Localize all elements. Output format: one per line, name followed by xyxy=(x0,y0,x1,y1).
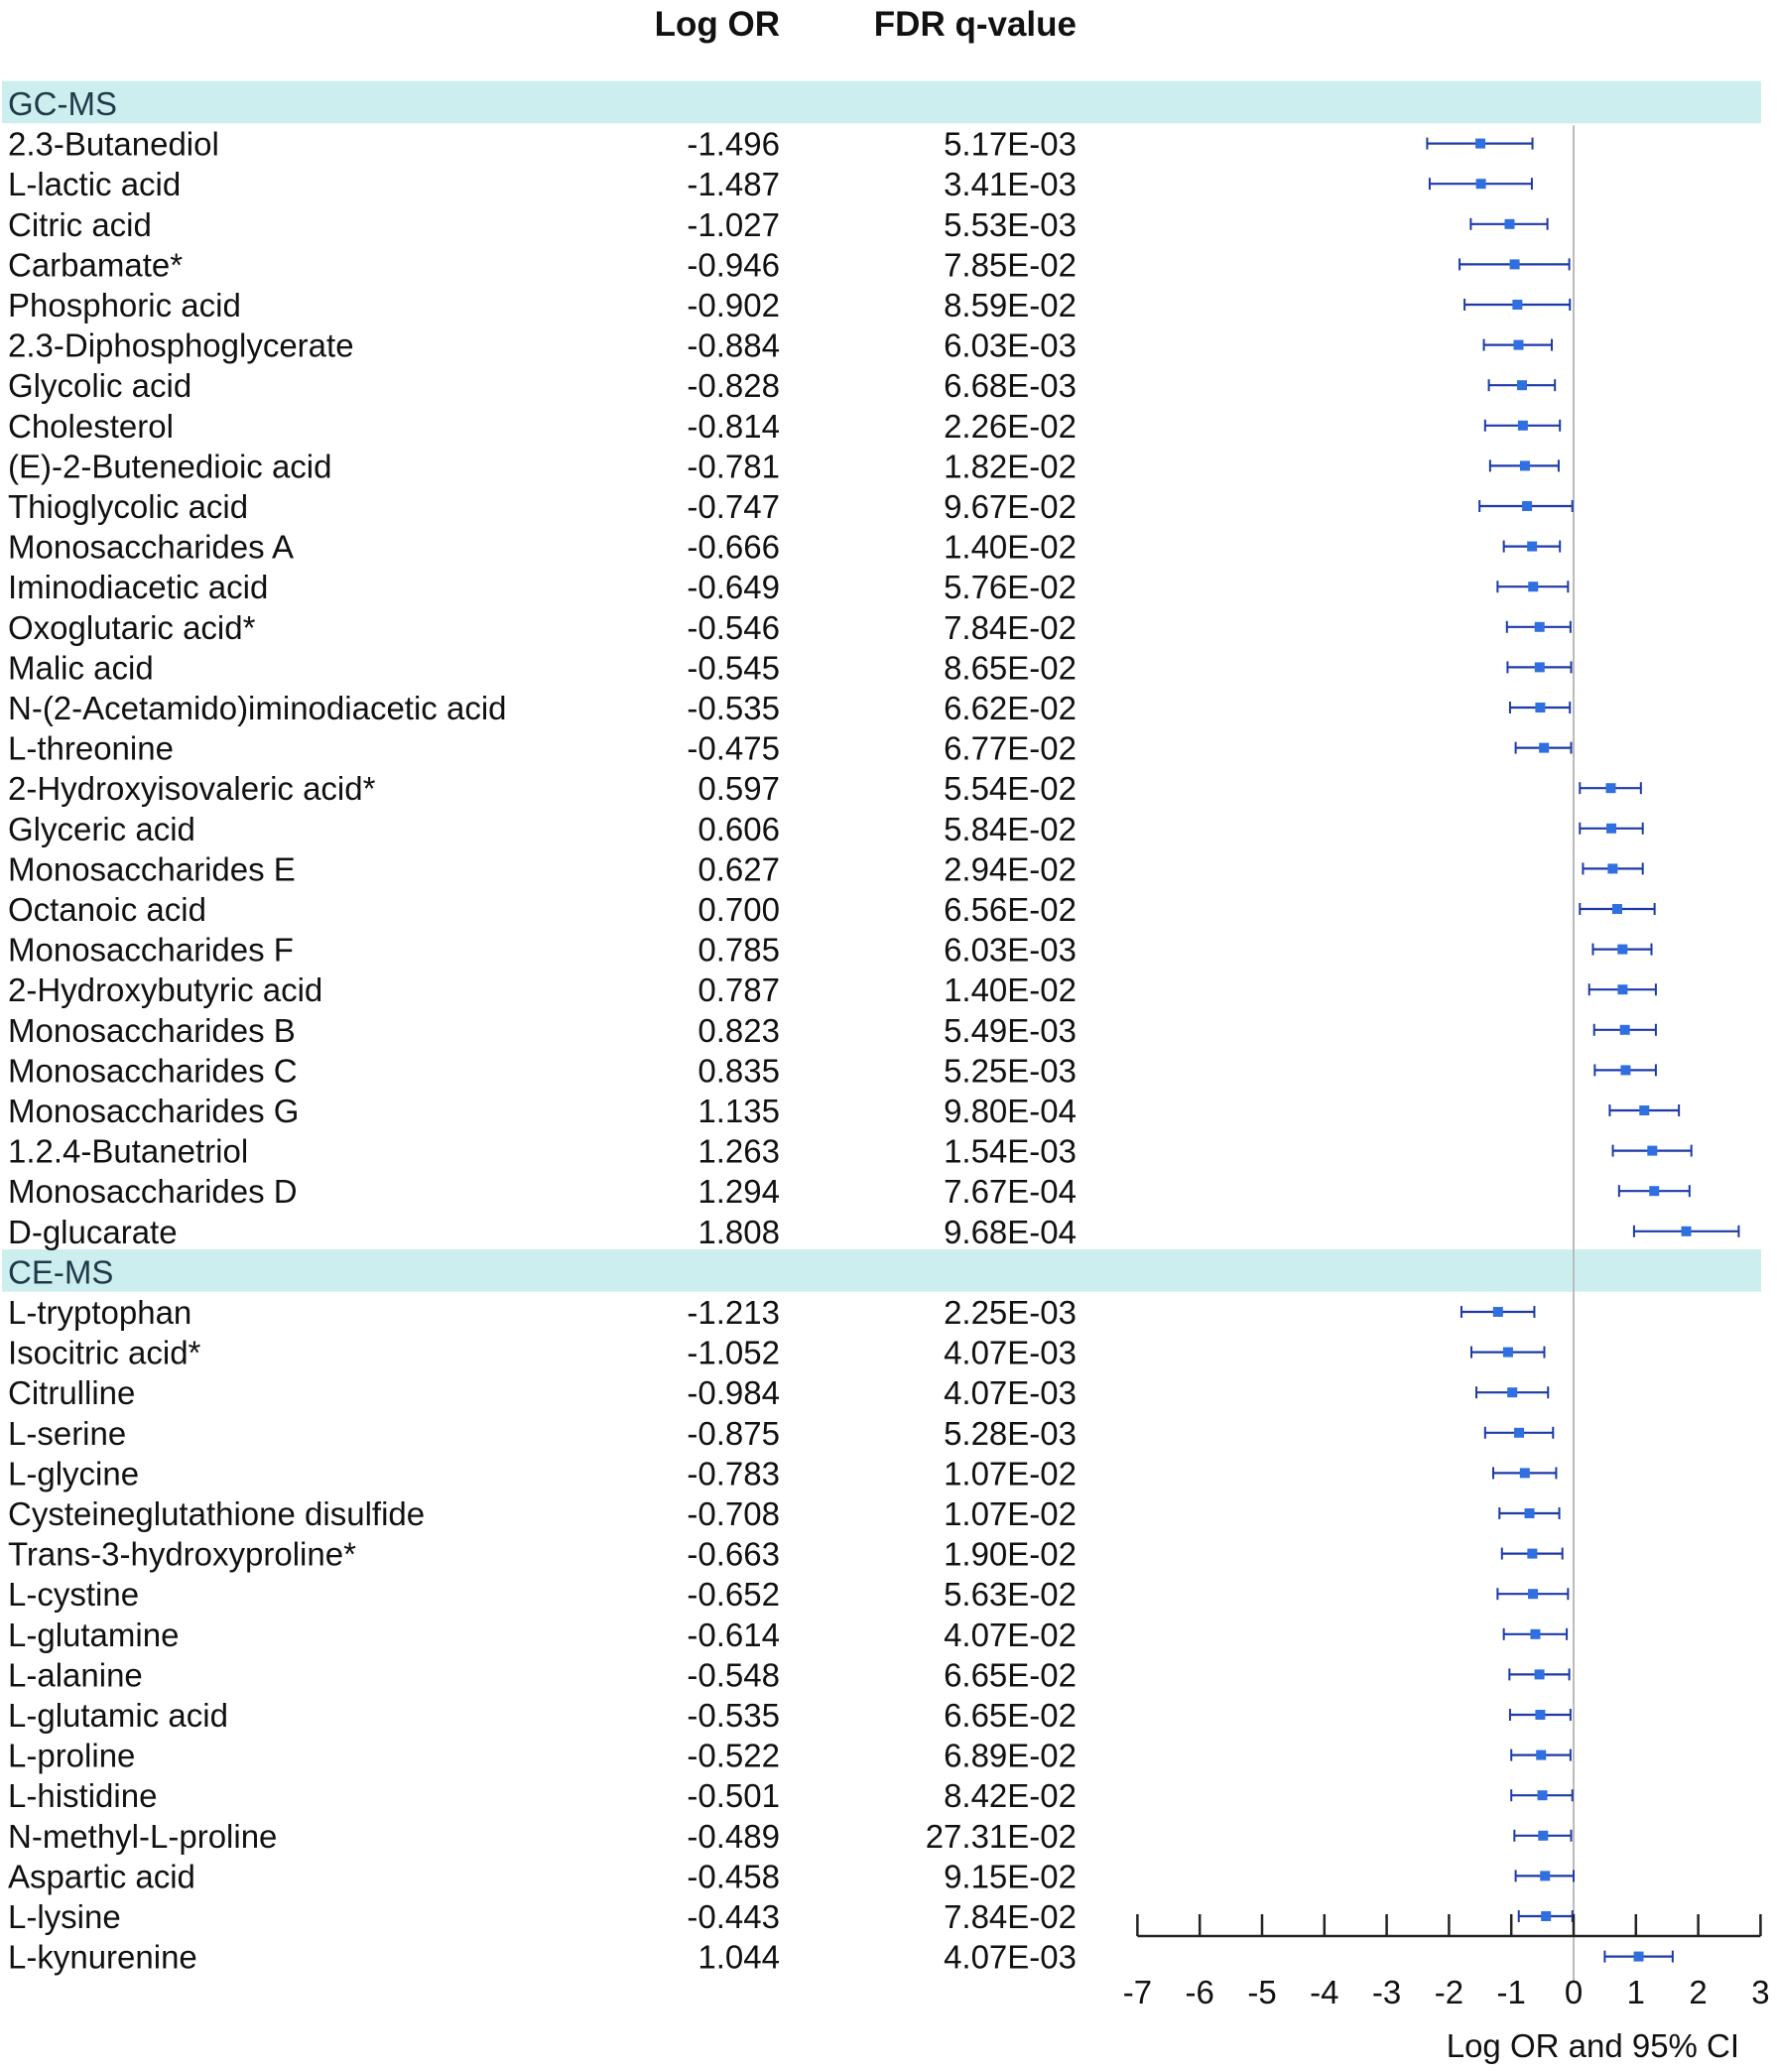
point-estimate xyxy=(1535,1710,1545,1720)
point-estimate xyxy=(1540,1871,1550,1880)
row-fdr-q-value: 4.07E-02 xyxy=(944,1616,1077,1653)
point-estimate xyxy=(1512,300,1522,310)
row-label: L-alanine xyxy=(8,1656,143,1694)
row-label: L-histidine xyxy=(8,1777,158,1815)
row-fdr-q-value: 6.77E-02 xyxy=(944,729,1077,767)
row-fdr-q-value: 7.84E-02 xyxy=(944,1898,1077,1935)
point-estimate xyxy=(1541,1911,1551,1921)
point-estimate xyxy=(1682,1227,1692,1236)
row-log-or: -0.875 xyxy=(687,1414,780,1452)
row-label: L-serine xyxy=(8,1414,127,1452)
point-estimate xyxy=(1505,219,1515,229)
point-estimate xyxy=(1475,139,1485,149)
point-estimate xyxy=(1620,1025,1630,1035)
point-estimate xyxy=(1528,582,1538,591)
row-label: N-methyl-L-proline xyxy=(8,1817,278,1855)
row-label: Cholesterol xyxy=(8,407,174,445)
row-fdr-q-value: 4.07E-03 xyxy=(944,1334,1077,1371)
row-log-or: 0.627 xyxy=(698,850,780,888)
x-tick-label: -4 xyxy=(1310,1974,1339,2010)
row-fdr-q-value: 1.07E-02 xyxy=(944,1495,1077,1532)
point-estimate xyxy=(1493,1307,1503,1317)
row-fdr-q-value: 9.80E-04 xyxy=(944,1093,1077,1129)
row-label: L-kynurenine xyxy=(8,1938,197,1976)
row-label: Malic acid xyxy=(8,649,154,687)
header-fdr-q-value: FDR q-value xyxy=(873,5,1077,44)
row-label: L-proline xyxy=(8,1737,136,1774)
row-log-or: -0.814 xyxy=(687,407,780,445)
row-fdr-q-value: 8.42E-02 xyxy=(944,1777,1077,1815)
row-fdr-q-value: 2.26E-02 xyxy=(944,407,1077,445)
row-log-or: -0.946 xyxy=(687,246,780,284)
row-fdr-q-value: 6.03E-03 xyxy=(944,931,1077,969)
row-fdr-q-value: 5.63E-02 xyxy=(944,1576,1077,1614)
row-fdr-q-value: 27.31E-02 xyxy=(925,1817,1077,1855)
row-log-or: -0.501 xyxy=(687,1777,780,1815)
row-label: 2.3-Diphosphoglycerate xyxy=(8,326,354,364)
row-log-or: -0.548 xyxy=(687,1656,780,1694)
row-log-or: -1.052 xyxy=(687,1334,780,1371)
row-fdr-q-value: 1.90E-02 xyxy=(944,1535,1077,1573)
row-fdr-q-value: 1.54E-03 xyxy=(944,1132,1077,1170)
row-label: Thioglycolic acid xyxy=(8,488,249,525)
x-tick-label: 1 xyxy=(1626,1974,1645,2010)
x-tick-label: 3 xyxy=(1751,1974,1770,2010)
row-log-or: 1.808 xyxy=(698,1213,780,1250)
row-log-or: 1.044 xyxy=(698,1938,780,1976)
row-fdr-q-value: 6.65E-02 xyxy=(944,1697,1077,1734)
point-estimate xyxy=(1539,743,1549,753)
point-estimate xyxy=(1476,179,1486,189)
row-fdr-q-value: 4.07E-03 xyxy=(944,1938,1077,1976)
x-tick-label: -7 xyxy=(1122,1974,1153,2010)
point-estimate xyxy=(1538,1831,1548,1841)
point-estimate xyxy=(1605,783,1615,793)
x-axis-label: Log OR and 95% CI xyxy=(1446,2027,1740,2064)
row-fdr-q-value: 6.56E-02 xyxy=(944,891,1077,928)
point-estimate xyxy=(1518,421,1528,431)
row-log-or: -0.535 xyxy=(687,690,780,726)
point-estimate xyxy=(1647,1146,1657,1156)
point-estimate xyxy=(1639,1105,1649,1115)
row-log-or: 0.823 xyxy=(698,1011,780,1049)
x-tick-label: -2 xyxy=(1434,1974,1464,2010)
row-log-or: -0.489 xyxy=(687,1817,780,1855)
row-log-or: -0.747 xyxy=(687,488,780,525)
row-fdr-q-value: 5.84E-02 xyxy=(944,810,1077,847)
row-log-or: -0.663 xyxy=(687,1535,780,1573)
row-label: Trans-3-hydroxyproline* xyxy=(8,1535,356,1573)
point-estimate xyxy=(1527,542,1537,552)
row-fdr-q-value: 7.84E-02 xyxy=(944,608,1077,646)
row-log-or: -0.781 xyxy=(687,448,780,485)
row-log-or: -1.496 xyxy=(687,125,780,163)
row-fdr-q-value: 8.59E-02 xyxy=(944,287,1077,324)
row-label: Carbamate* xyxy=(8,246,184,284)
row-label: L-threonine xyxy=(8,729,174,767)
row-fdr-q-value: 7.67E-04 xyxy=(944,1173,1077,1211)
row-label: Glycolic acid xyxy=(8,367,192,405)
row-label: Aspartic acid xyxy=(8,1858,195,1895)
row-label: Citrulline xyxy=(8,1374,136,1412)
row-label: L-glycine xyxy=(8,1455,140,1492)
point-estimate xyxy=(1517,380,1527,390)
row-log-or: 1.263 xyxy=(698,1132,780,1170)
point-estimate xyxy=(1535,703,1545,712)
point-estimate xyxy=(1535,1669,1545,1679)
row-log-or: 0.785 xyxy=(698,931,780,969)
point-estimate xyxy=(1520,460,1530,470)
point-estimate xyxy=(1634,1952,1644,1962)
point-estimate xyxy=(1513,340,1523,350)
row-label: Oxoglutaric acid* xyxy=(8,608,256,646)
row-fdr-q-value: 6.62E-02 xyxy=(944,690,1077,726)
row-label: L-lysine xyxy=(8,1898,121,1935)
point-estimate xyxy=(1514,1428,1524,1438)
row-label: Phosphoric acid xyxy=(8,287,241,324)
row-fdr-q-value: 5.17E-03 xyxy=(944,125,1077,163)
row-label: 1.2.4-Butanetriol xyxy=(8,1132,249,1170)
row-fdr-q-value: 5.76E-02 xyxy=(944,569,1077,606)
row-fdr-q-value: 1.40E-02 xyxy=(944,971,1077,1009)
point-estimate xyxy=(1528,1589,1538,1599)
point-estimate xyxy=(1606,824,1616,834)
row-fdr-q-value: 8.65E-02 xyxy=(944,649,1077,687)
row-log-or: -1.213 xyxy=(687,1294,780,1331)
row-fdr-q-value: 9.68E-04 xyxy=(944,1213,1077,1250)
row-log-or: 0.700 xyxy=(698,891,780,928)
row-log-or: -1.027 xyxy=(687,205,780,243)
point-estimate xyxy=(1525,1508,1535,1518)
row-fdr-q-value: 4.07E-03 xyxy=(944,1374,1077,1412)
row-fdr-q-value: 6.89E-02 xyxy=(944,1737,1077,1774)
row-fdr-q-value: 5.25E-03 xyxy=(944,1052,1077,1090)
row-log-or: -0.546 xyxy=(687,608,780,646)
row-log-or: -0.475 xyxy=(687,729,780,767)
row-log-or: 0.597 xyxy=(698,770,780,808)
row-label: 2-Hydroxybutyric acid xyxy=(8,971,323,1009)
row-label: L-glutamic acid xyxy=(8,1697,228,1734)
row-log-or: -0.522 xyxy=(687,1737,780,1774)
row-log-or: -0.652 xyxy=(687,1576,780,1614)
row-fdr-q-value: 5.54E-02 xyxy=(944,770,1077,808)
point-estimate xyxy=(1535,662,1545,672)
row-label: Iminodiacetic acid xyxy=(8,569,269,606)
row-log-or: -0.443 xyxy=(687,1898,780,1935)
point-estimate xyxy=(1617,984,1627,994)
row-log-or: -0.545 xyxy=(687,649,780,687)
row-fdr-q-value: 7.85E-02 xyxy=(944,246,1077,284)
row-label: Citric acid xyxy=(8,205,152,243)
section-label-gc-ms: GC-MS xyxy=(8,85,117,122)
x-tick-label: -6 xyxy=(1185,1974,1214,2010)
row-label: L-glutamine xyxy=(8,1616,180,1653)
row-fdr-q-value: 1.40E-02 xyxy=(944,528,1077,566)
row-fdr-q-value: 5.28E-03 xyxy=(944,1414,1077,1452)
row-label: Monosaccharides E xyxy=(8,850,296,888)
row-fdr-q-value: 2.94E-02 xyxy=(944,850,1077,888)
row-label: (E)-2-Butenedioic acid xyxy=(8,448,332,485)
row-fdr-q-value: 9.15E-02 xyxy=(944,1858,1077,1895)
row-log-or: -0.649 xyxy=(687,569,780,606)
row-label: Glyceric acid xyxy=(8,810,195,847)
x-tick-label: -1 xyxy=(1496,1974,1526,2010)
row-log-or: -0.708 xyxy=(687,1495,780,1532)
x-tick-label: 2 xyxy=(1689,1974,1708,2010)
row-label: Octanoic acid xyxy=(8,891,206,928)
row-fdr-q-value: 5.49E-03 xyxy=(944,1011,1077,1049)
row-log-or: -0.666 xyxy=(687,528,780,566)
header-log-or: Log OR xyxy=(654,5,780,44)
point-estimate xyxy=(1612,904,1622,914)
row-log-or: -0.614 xyxy=(687,1616,780,1653)
point-estimate xyxy=(1530,1629,1540,1639)
row-fdr-q-value: 2.25E-03 xyxy=(944,1294,1077,1331)
point-estimate xyxy=(1503,1348,1513,1358)
point-estimate xyxy=(1538,1790,1548,1800)
point-estimate xyxy=(1520,1468,1530,1478)
point-estimate xyxy=(1649,1186,1659,1196)
row-log-or: -0.984 xyxy=(687,1374,780,1412)
section-band-gc-ms xyxy=(2,81,1761,124)
row-label: L-tryptophan xyxy=(8,1294,192,1331)
x-tick-label: -5 xyxy=(1247,1974,1277,2010)
x-tick-label: 0 xyxy=(1564,1974,1584,2010)
row-log-or: -1.487 xyxy=(687,166,780,203)
section-band-ce-ms xyxy=(2,1249,1761,1292)
row-fdr-q-value: 6.03E-03 xyxy=(944,326,1077,364)
row-label: 2.3-Butanediol xyxy=(8,125,219,163)
row-fdr-q-value: 3.41E-03 xyxy=(944,166,1077,203)
row-fdr-q-value: 5.53E-03 xyxy=(944,205,1077,243)
point-estimate xyxy=(1536,1750,1546,1760)
row-fdr-q-value: 1.82E-02 xyxy=(944,448,1077,485)
row-log-or: -0.884 xyxy=(687,326,780,364)
point-estimate xyxy=(1535,622,1545,632)
row-label: L-lactic acid xyxy=(8,166,182,203)
point-estimate xyxy=(1527,1549,1537,1559)
row-label: Monosaccharides G xyxy=(8,1093,300,1129)
point-estimate xyxy=(1522,501,1532,511)
row-label: N-(2-Acetamido)iminodiacetic acid xyxy=(8,690,507,726)
row-label: D-glucarate xyxy=(8,1213,178,1250)
row-fdr-q-value: 9.67E-02 xyxy=(944,488,1077,525)
row-log-or: -0.458 xyxy=(687,1858,780,1895)
point-estimate xyxy=(1507,1387,1517,1397)
row-fdr-q-value: 6.65E-02 xyxy=(944,1656,1077,1694)
section-label-ce-ms: CE-MS xyxy=(8,1253,114,1291)
row-log-or: 0.606 xyxy=(698,810,780,847)
row-label: 2-Hydroxyisovaleric acid* xyxy=(8,770,376,808)
row-log-or: -0.783 xyxy=(687,1455,780,1492)
point-estimate xyxy=(1510,259,1520,269)
row-log-or: -0.535 xyxy=(687,1697,780,1734)
row-label: Monosaccharides B xyxy=(8,1011,296,1049)
row-log-or: 1.135 xyxy=(698,1093,780,1129)
row-log-or: -0.828 xyxy=(687,367,780,405)
row-label: Isocitric acid* xyxy=(8,1334,201,1371)
row-label: L-cystine xyxy=(8,1576,140,1614)
row-fdr-q-value: 6.68E-03 xyxy=(944,367,1077,405)
point-estimate xyxy=(1620,1065,1630,1075)
x-tick-label: -3 xyxy=(1371,1974,1402,2010)
point-estimate xyxy=(1607,863,1617,873)
row-label: Monosaccharides D xyxy=(8,1173,298,1211)
row-label: Monosaccharides F xyxy=(8,931,294,969)
row-log-or: 0.835 xyxy=(698,1052,780,1090)
row-label: Monosaccharides C xyxy=(8,1052,298,1090)
row-log-or: 1.294 xyxy=(698,1173,780,1211)
row-log-or: 0.787 xyxy=(698,971,780,1009)
point-estimate xyxy=(1617,945,1627,955)
row-label: Monosaccharides A xyxy=(8,528,294,566)
row-fdr-q-value: 1.07E-02 xyxy=(944,1455,1077,1492)
row-label: Cysteineglutathione disulfide xyxy=(8,1495,426,1532)
row-log-or: -0.902 xyxy=(687,287,780,324)
